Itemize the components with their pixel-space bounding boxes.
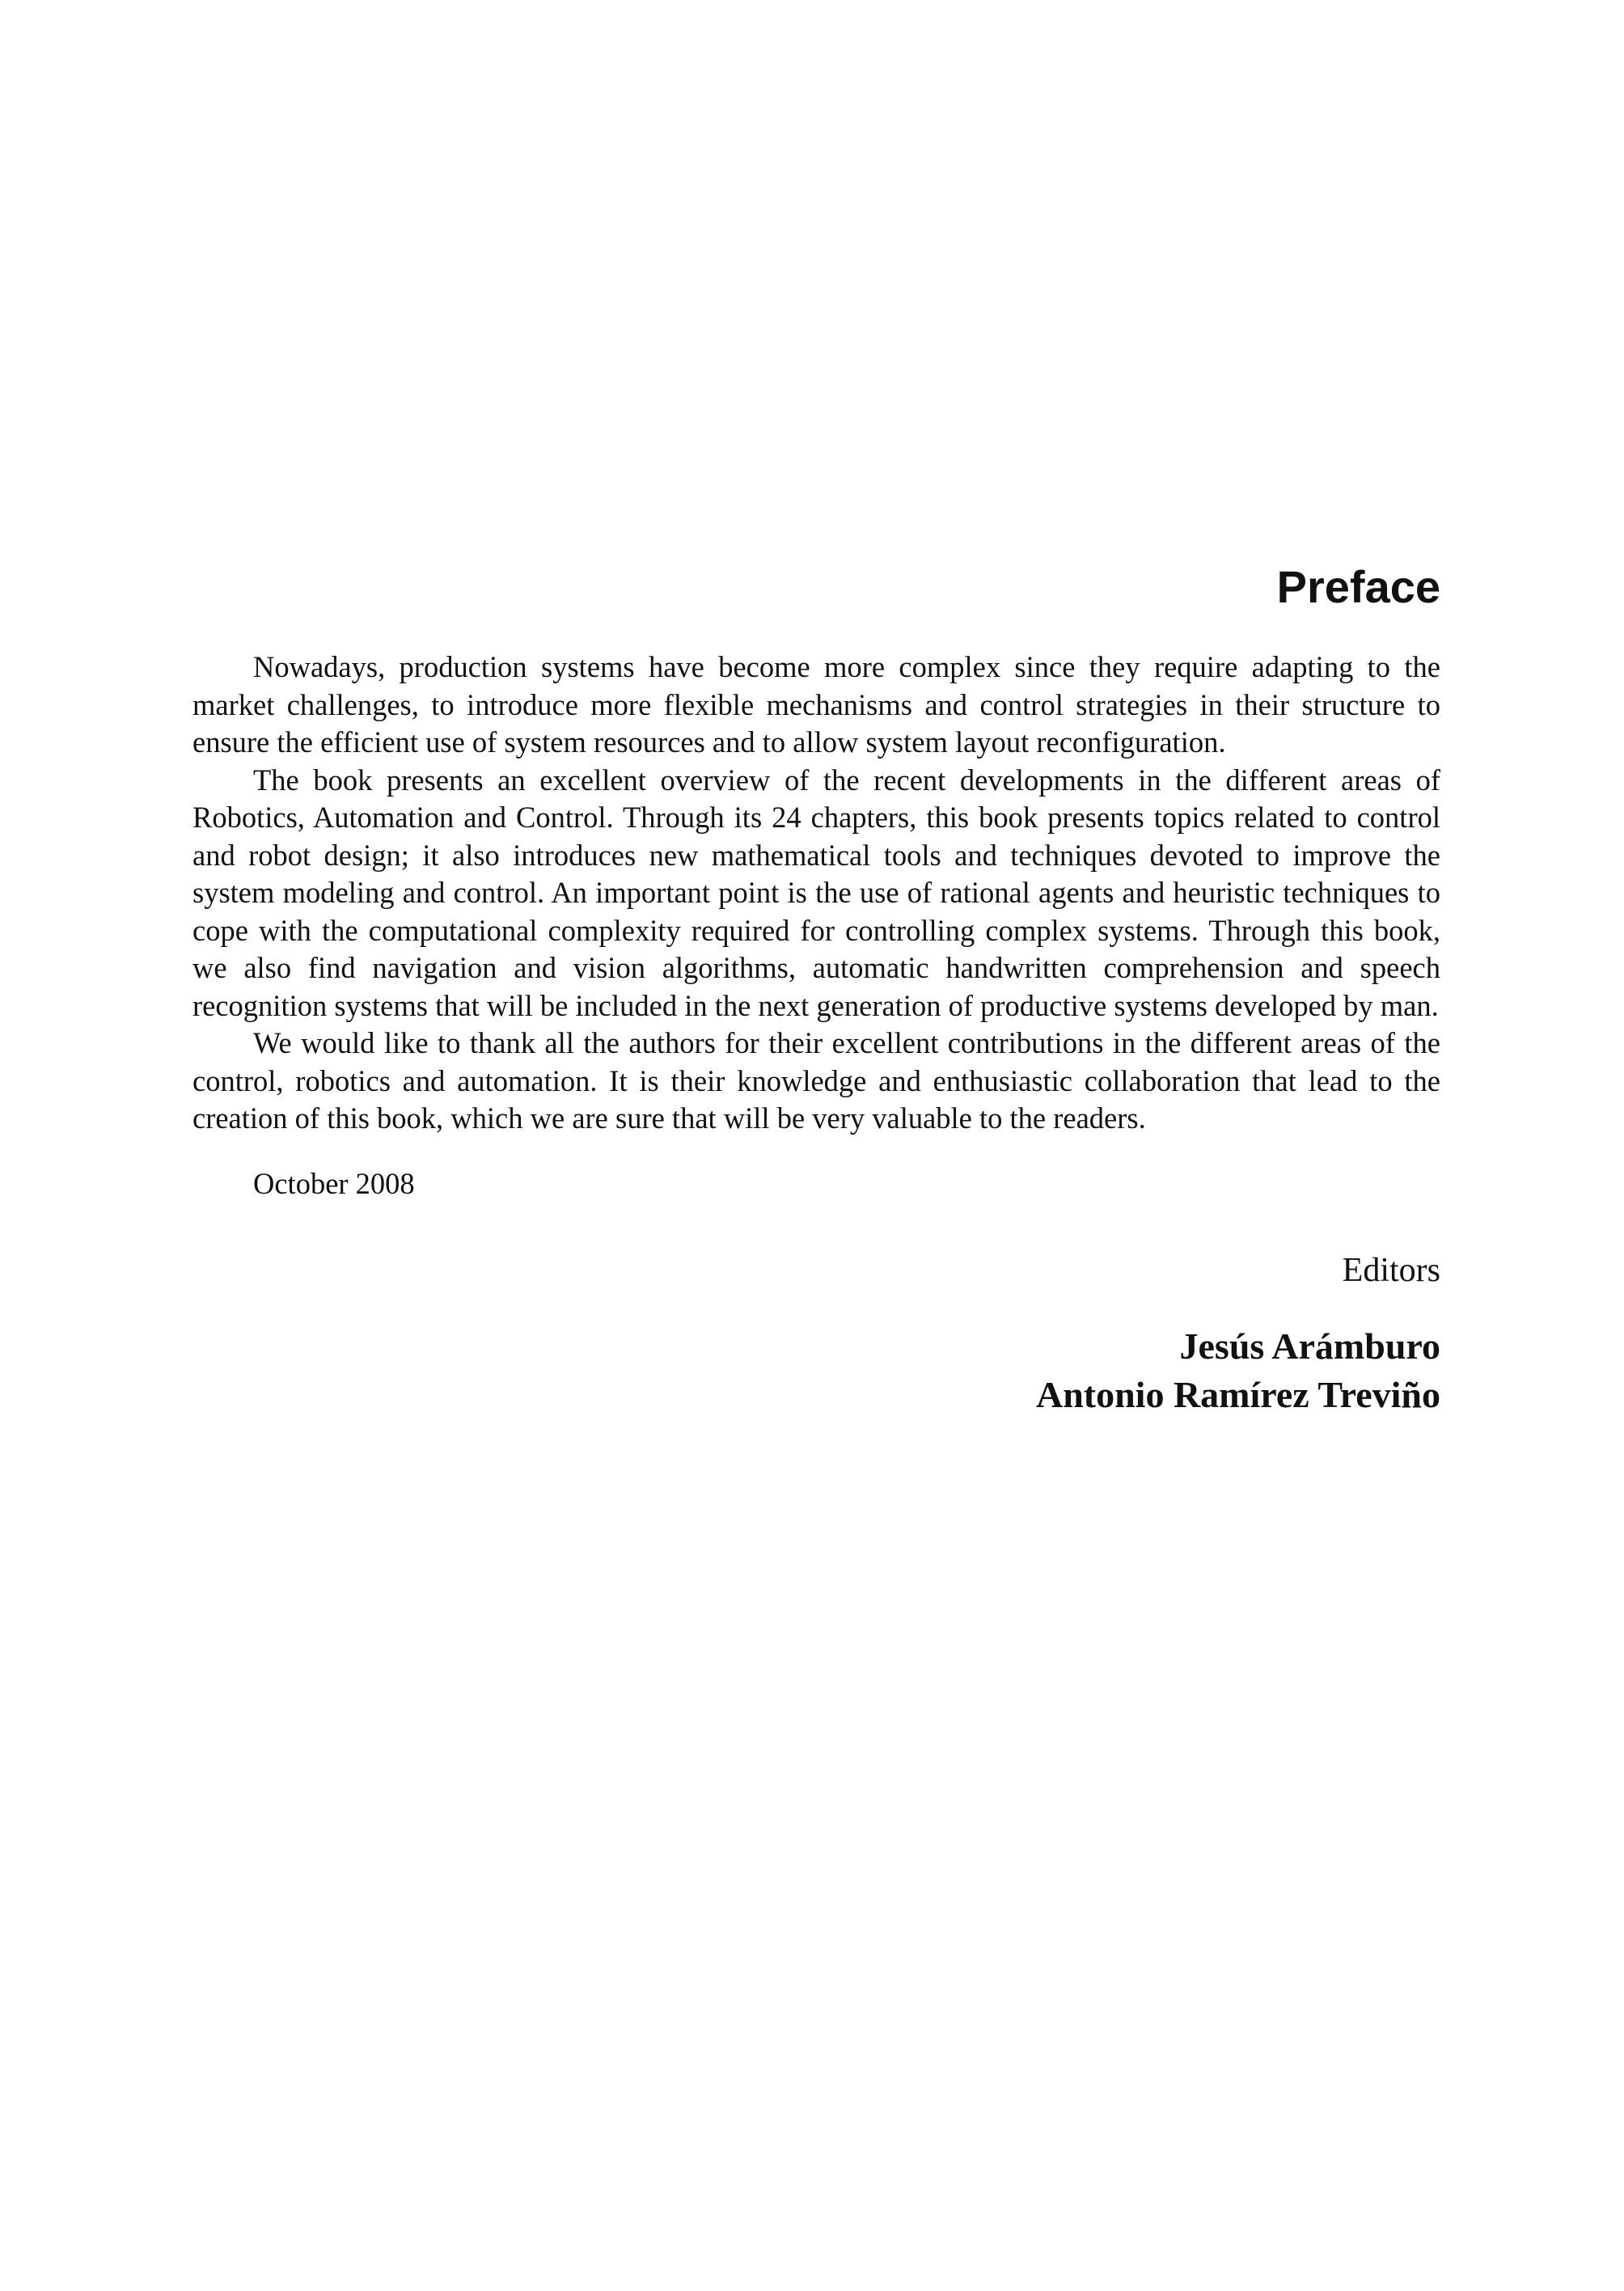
preface-body xyxy=(192,649,1440,1138)
preface-content xyxy=(192,556,1440,1419)
paragraph-2: The book presents an excellent overview of the recent developments in the different areas of Robotics, Automation and Control. Through its 24 chapters, this book presents topics related to control and robot design; it also introduces new mathematical tools and techniques devoted to improve the system modeling and control. An important point is the use of rational agents and heuristic techniques to cope with the computational complexity required for controlling complex systems. Through this book, we also find navigation and vision algorithms, automatic handwritten comprehension and speech recognition systems that will be included in the next generation of productive systems developed by man. xyxy=(192,763,1440,1022)
editor-name-2: Antonio Ramírez Treviño xyxy=(1035,1374,1440,1415)
paragraph-1: Nowadays, production systems have become more complex since they require adapting to the market challenges, to introduce more flexible mechanisms and control strategies in their structure to ensure the efficient use of system resources and to allow system layout reconfiguration. xyxy=(192,650,1440,759)
editor-name-1: Jesús Arámburo xyxy=(1179,1325,1440,1367)
paragraph-3: We would like to thank all the authors for their excellent contributions in the different areas of the control, robotics and automation. It is their knowledge and enthusiastic collaboration that lead to the creation of this book, which we are sure that will be very valuable to the readers. xyxy=(192,1026,1440,1135)
preface-date: October 2008 xyxy=(253,1166,415,1200)
editors-label: Editors xyxy=(1342,1252,1440,1289)
page-title: Preface xyxy=(1276,561,1440,612)
editor-names xyxy=(192,1322,1440,1419)
